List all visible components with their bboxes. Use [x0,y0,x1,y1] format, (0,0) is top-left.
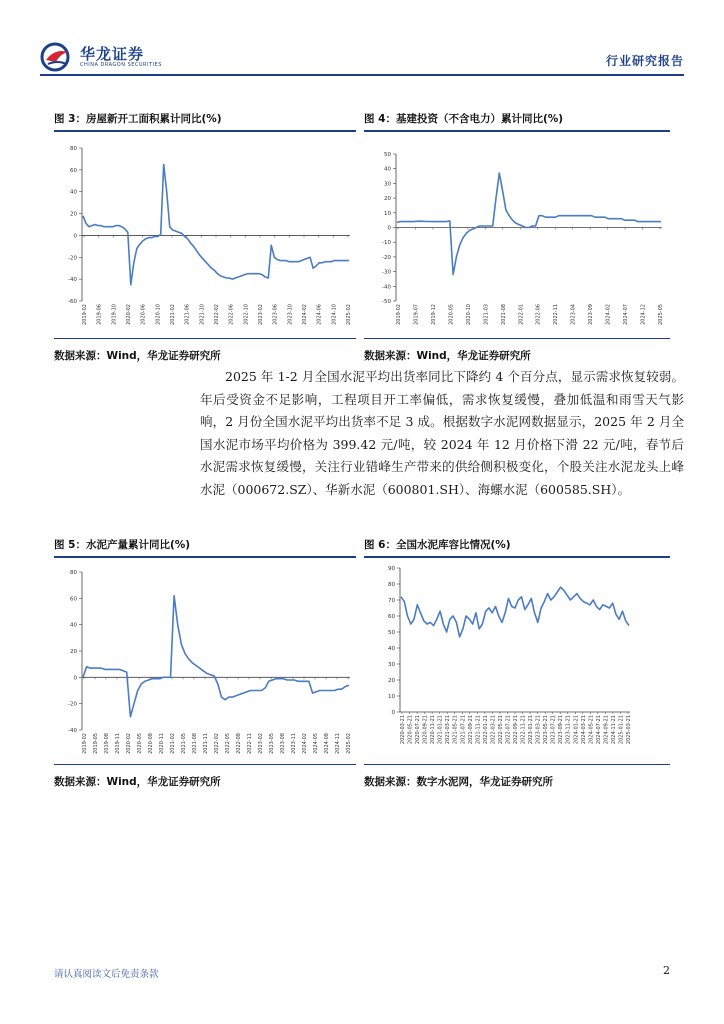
x-tick-label: 2019-07 [413,304,420,325]
x-tick-label: 2025-05 [658,304,664,325]
x-tick-label: 2020-03-21 [400,715,406,745]
paragraph-text: 2025 年 1-2 月全国水泥平均出货率同比下降约 4 个百分点，显示需求恢复较弱。年后受资金不足影响，工程项目开工率偏低，需求恢复缓慢，叠加低温和雨雪天气影响，2 月份全国水泥平均出货率不足 3 成。根据数字水泥网数据显示，2025 年 2 月全国水泥市场平均价格为 399.42 元/吨，较 2024 年 12 月价格下滑 22 元/吨，春节后水泥需求恢复缓慢，关注行业错峰生产带来的供给侧积极变化，个股关注水泥龙头上峰水泥（000672.SZ）、华新水泥（600801.SH）、海螺水泥（600585.SH）。 [200,369,684,497]
figure-6-title: 图 6：全国水泥库容比情况(%) [364,539,511,551]
x-tick-label: 2019-11 [115,733,121,754]
y-tick-label: -30 [382,269,391,276]
x-tick-label: 2024-09-21 [603,715,610,745]
y-tick-label: 70 [388,598,395,604]
company-logo [40,42,162,72]
x-tick-label: 2023-11 [291,733,297,754]
x-tick-label: 2019-05 [93,733,99,754]
x-tick-label: 2023-09 [588,304,595,325]
y-tick-label: -20 [68,701,77,708]
dragon-logo-icon [40,42,74,72]
x-tick-label: 2023-01-21 [528,715,535,745]
x-tick-label: 2021-02 [170,304,176,325]
y-tick-label: 20 [70,649,77,655]
y-tick-label: 40 [384,166,391,173]
figure-4-title: 图 4：基建投资（不含电力）累计同比(%) [364,113,564,125]
x-tick-label: 2022-07-21 [505,715,512,745]
y-tick-label: 10 [384,210,391,217]
figure-4-source: 数据来源：Wind，华龙证券研究所 [364,350,531,362]
series-line [397,173,661,274]
x-tick-label: 2023-10 [287,304,294,325]
x-tick-label: 2024-02 [302,733,308,754]
y-tick-label: -40 [68,728,77,734]
logo-en-text: CHINA DRAGON SECURITIES [80,61,162,68]
y-tick-label: 20 [388,678,395,684]
figure-5-source: 数据来源：Wind，华龙证券研究所 [54,776,221,788]
x-tick-label: 2024-02 [302,304,308,325]
y-tick-label: 90 [388,566,395,572]
figure-6-bottom-rule [364,764,670,765]
x-tick-label: 2024-07-21 [595,715,602,745]
x-tick-label: 2020-10 [155,304,162,325]
x-tick-label: 2023-05 [269,733,275,754]
figure-4-bottom-rule [364,338,670,339]
x-tick-label: 2021-08 [500,304,507,325]
x-tick-label: 2023-02 [258,304,264,325]
report-type-label: 行业研究报告 [605,54,684,68]
x-tick-label: 2019-08 [104,733,110,754]
x-tick-label: 2020-06 [140,304,147,325]
body-paragraph [200,366,684,501]
x-tick-label: 2021-11 [203,733,209,754]
x-tick-label: 2020-07-21 [415,715,422,745]
x-tick-label: 2023-08 [280,733,286,754]
x-tick-label: 2019-10 [111,304,118,325]
x-tick-label: 2020-02 [126,733,132,754]
x-tick-label: 2021-08 [192,733,198,754]
x-tick-label: 2021-03-21 [445,715,452,745]
x-tick-label: 2021-05 [181,733,187,754]
y-tick-label: 40 [388,646,395,652]
x-tick-label: 2020-10 [465,304,472,325]
x-tick-label: 2024-01-21 [573,715,580,745]
x-tick-label: 2023-07-21 [550,715,557,745]
x-tick-label: 2021-10 [199,304,206,325]
x-tick-label: 2022-06 [228,304,235,325]
x-tick-label: 2022-09-21 [513,715,519,745]
y-tick-label: 0 [73,233,77,240]
y-tick-label: -60 [68,299,77,305]
figure-5-top-rule [54,556,356,558]
figure-4-top-rule [364,130,670,132]
y-tick-label: 30 [384,181,391,188]
x-tick-label: 2022-11 [247,733,253,754]
x-tick-label: 2022-03-21 [490,715,497,745]
y-tick-label: -20 [68,255,77,262]
x-tick-label: 2024-03-21 [580,715,587,745]
x-tick-label: 2021-05-21 [452,715,459,745]
x-tick-label: 2025-02 [346,733,352,754]
x-tick-label: 2023-03-21 [535,715,542,745]
x-tick-label: 2024-11 [335,733,341,754]
y-tick-label: -50 [382,299,391,305]
y-tick-label: -40 [68,277,77,284]
x-tick-label: 2022-05-21 [497,715,504,745]
x-tick-label: 2021-11-21 [475,715,482,745]
x-tick-label: 2019-06 [96,304,103,325]
x-tick-label: 2021-01-21 [437,715,444,745]
y-tick-label: 60 [70,596,77,603]
x-tick-label: 2024-11-21 [610,715,617,745]
x-tick-label: 2023-05-21 [543,715,550,745]
figure-3-source: 数据来源：Wind，华龙证券研究所 [54,350,221,362]
logo-cn-text: 华龙证券 [80,44,145,63]
page-header [40,38,684,74]
x-tick-label: 2024-08 [324,733,330,754]
x-tick-label: 2023-04 [570,304,577,325]
x-tick-label: 2021-09-21 [467,715,474,745]
y-tick-label: 20 [384,196,391,203]
y-tick-label: 80 [388,582,395,588]
x-tick-label: 2025-03-21 [626,715,632,745]
y-tick-label: 80 [70,146,77,152]
y-tick-label: 30 [388,662,395,668]
x-tick-label: 2022-02 [214,304,220,325]
figure-6-source: 数据来源：数字水泥网，华龙证券研究所 [364,776,553,788]
y-tick-label: 0 [391,710,395,716]
x-tick-label: 2019-02 [82,304,88,325]
x-tick-label: 2020-02 [126,304,132,325]
figure-3-title: 图 3：房屋新开工面积累计同比(%) [54,113,222,125]
x-tick-label: 2022-11 [553,304,560,325]
y-tick-label: 60 [388,614,395,620]
x-tick-label: 2020-05 [137,733,143,754]
x-tick-label: 2020-11-21 [430,715,437,745]
x-tick-label: 2021-07-21 [460,715,467,745]
y-tick-label: 40 [70,189,77,196]
figure-4-chart [364,134,670,334]
x-tick-label: 2020-05 [448,304,455,325]
x-tick-label: 2020-08 [148,733,154,754]
y-tick-label: -20 [382,254,391,261]
series-line [83,596,349,717]
y-tick-label: 0 [387,225,391,232]
figure-3-top-rule [54,130,356,132]
x-tick-label: 2022-01-21 [482,715,489,745]
series-line [401,587,629,637]
figure-3-bottom-rule [54,338,356,339]
figure-5-chart [54,560,356,760]
x-tick-label: 2022-05 [225,733,231,754]
x-tick-label: 2024-06 [316,304,323,325]
y-tick-label: 10 [388,694,395,700]
x-tick-label: 2024-02 [605,304,612,325]
x-tick-label: 2024-05-21 [588,715,595,745]
x-tick-label: 2024-07 [623,304,630,325]
y-tick-label: 80 [70,570,77,576]
x-tick-label: 2022-01 [518,304,525,325]
x-tick-label: 2025-02 [346,304,352,325]
y-tick-label: -40 [382,284,391,291]
y-tick-label: 50 [388,630,395,636]
x-tick-label: 2021-06 [184,304,191,325]
x-tick-label: 2025-01-21 [618,715,625,745]
x-tick-label: 2024-10 [331,304,338,325]
x-tick-label: 2021-03 [483,304,490,325]
x-tick-label: 2024-05 [313,733,319,754]
figure-3-chart [54,134,356,334]
x-tick-label: 2021-02 [170,733,176,754]
footer-disclaimer: 请认真阅读文后免责条款 [54,969,159,980]
x-tick-label: 2022-08 [236,733,242,754]
y-tick-label: 20 [70,211,77,218]
x-tick-label: 2023-09-21 [558,715,565,745]
x-tick-label: 2019-12 [430,304,437,325]
x-tick-label: 2023-02 [258,733,264,754]
x-tick-label: 2020-09-21 [422,715,429,745]
x-tick-label: 2024-12 [640,304,647,325]
x-tick-label: 2022-02 [214,733,220,754]
figure-5-bottom-rule [54,764,356,765]
x-tick-label: 2019-02 [82,733,88,754]
x-tick-label: 2022-06 [535,304,542,325]
y-tick-label: 0 [73,675,77,682]
x-tick-label: 2023-06 [272,304,279,325]
y-tick-label: -10 [382,240,391,247]
x-tick-label: 2023-11-21 [565,715,572,745]
y-tick-label: 50 [384,152,391,158]
figure-6-chart [364,560,670,760]
x-tick-label: 2020-11 [159,733,165,754]
figure-5-title: 图 5：水泥产量累计同比(%) [54,539,191,551]
x-tick-label: 2019-02 [396,304,402,325]
series-line [83,164,349,284]
y-tick-label: 60 [70,167,77,174]
x-tick-label: 2022-11-21 [520,715,527,745]
x-tick-label: 2022-10 [243,304,250,325]
page-number: 2 [663,964,670,977]
header-divider [40,74,684,76]
y-tick-label: 40 [70,622,77,629]
x-tick-label: 2020-05-21 [407,715,414,745]
figure-6-top-rule [364,556,670,558]
